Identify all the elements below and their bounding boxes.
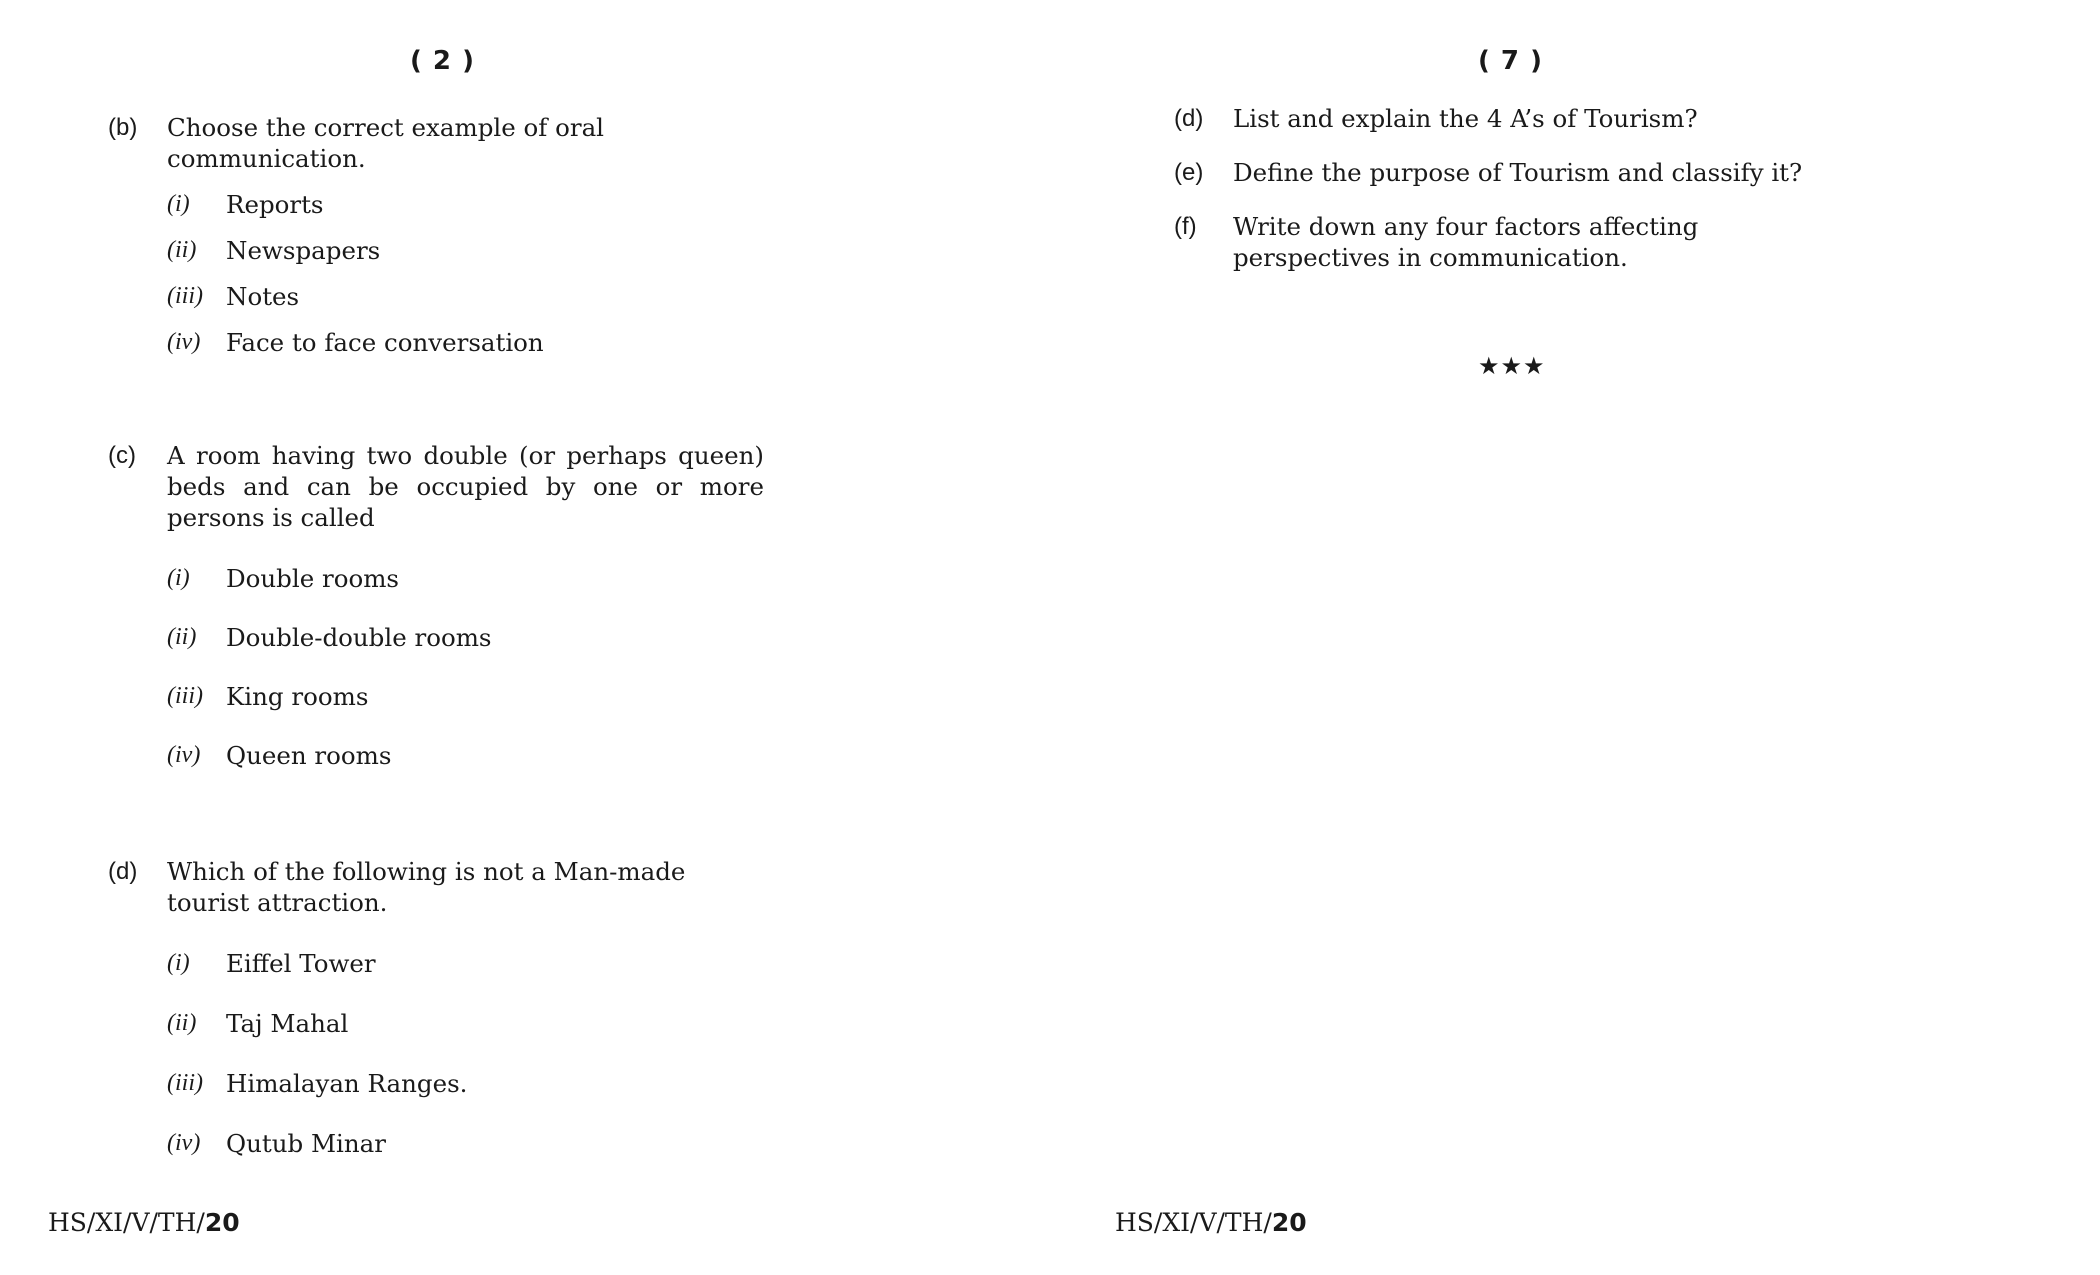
option-item [167, 281, 299, 312]
question-label: (d) [108, 858, 138, 885]
option-text: Double-double rooms [226, 623, 492, 652]
question-text: A room having two double (or perhaps queen) beds and can be occupied by one or more persons is called [167, 441, 764, 532]
right-footer [1115, 1208, 1307, 1237]
left-footer [48, 1208, 240, 1237]
option-text: Newspapers [226, 236, 381, 265]
question-text: Which of the following is not a Man-made tourist attraction. [167, 857, 686, 917]
option-text: King rooms [226, 682, 369, 711]
question-d [108, 856, 764, 918]
question-label: (c) [108, 442, 136, 469]
footer-year: 20 [204, 1208, 240, 1237]
question-c [108, 440, 764, 533]
option-label: (iv) [167, 1130, 201, 1156]
left-page-number: ( 2 ) [410, 46, 475, 76]
question-e-right [1174, 157, 1864, 188]
option-text: Notes [226, 282, 300, 311]
question-text: Write down any four factors affecting perspectives in communication. [1233, 212, 1699, 272]
question-text: List and explain the 4 A’s of Tourism? [1233, 104, 1698, 133]
option-item [167, 327, 544, 358]
footer-code: HS/XI/V/TH/ [1115, 1208, 1272, 1237]
option-label: (iii) [167, 1070, 203, 1096]
option-label: (ii) [167, 237, 197, 263]
question-label: (f) [1174, 213, 1197, 240]
option-label: (i) [167, 565, 190, 591]
option-item [167, 622, 492, 653]
question-label: (e) [1174, 159, 1204, 186]
option-label: (i) [167, 191, 190, 217]
option-text: Himalayan Ranges. [226, 1069, 468, 1098]
question-label: (d) [1174, 105, 1204, 132]
option-label: (iii) [167, 683, 203, 709]
option-text: Double rooms [226, 564, 399, 593]
question-b [108, 112, 764, 174]
end-stars: ★★★ [1478, 352, 1546, 380]
option-label: (iv) [167, 742, 201, 768]
option-item [167, 1068, 467, 1099]
right-page-number: ( 7 ) [1478, 46, 1543, 76]
option-item [167, 948, 376, 979]
question-text: Choose the correct example of oral [167, 113, 605, 142]
option-item [167, 563, 399, 594]
option-label: (iv) [167, 329, 201, 355]
option-label: (ii) [167, 624, 197, 650]
footer-code: HS/XI/V/TH/ [48, 1208, 205, 1237]
question-d-right [1174, 103, 1864, 134]
option-text: Reports [226, 190, 324, 219]
option-item [167, 189, 324, 220]
option-text: Qutub Minar [226, 1129, 386, 1158]
option-label: (iii) [167, 283, 203, 309]
option-item [167, 235, 380, 266]
footer-year: 20 [1271, 1208, 1307, 1237]
question-text: Define the purpose of Tourism and classify it? [1233, 158, 1803, 187]
option-text: Taj Mahal [226, 1009, 349, 1038]
option-text: Queen rooms [226, 741, 392, 770]
question-text-continued: communication. [167, 144, 366, 173]
option-item [167, 1008, 348, 1039]
option-text: Face to face conversation [226, 328, 544, 357]
option-label: (i) [167, 950, 190, 976]
option-item [167, 740, 391, 771]
option-label: (ii) [167, 1010, 197, 1036]
option-item [167, 1128, 386, 1159]
option-text: Eiffel Tower [226, 949, 376, 978]
question-f-right [1174, 211, 1839, 273]
question-label: (b) [108, 114, 138, 141]
option-item [167, 681, 368, 712]
